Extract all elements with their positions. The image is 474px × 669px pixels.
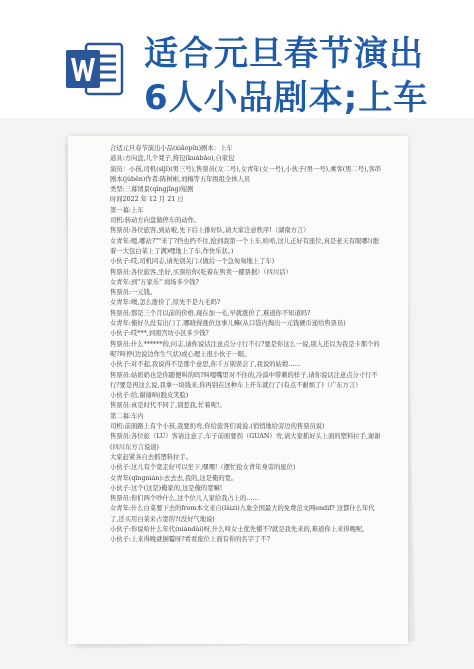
doc-line: 售票员:各位旅客,到站啦,先下后上排好队,请大家注意秩序!（湖南方言） [110, 227, 310, 235]
document-preview [68, 136, 408, 644]
doc-line: 售票员:你们两个吵什么,这个位儿人家给我占上的…… [110, 495, 259, 503]
doc-line: 售票员:姑奶奶也是你随便叫的吗?叫嗯嘴里对不住的,冷漠中带刺的样子,请你说话注意点分寸行不行?要是再这么说,我拿一块钱来,你再别在这种车上开车就行了(有点不耐烦了)（广东方言） [110, 371, 378, 389]
doc-line: 第一幕:上车 [110, 206, 144, 214]
word-document-icon [66, 38, 124, 100]
doc-line: 小伙子:对不起,我说得不是那个意思,你千万别误会了,我说的姑娘…… [110, 361, 301, 369]
doc-line: 大家赶紧各自去抓塑料拉手。 [110, 453, 192, 461]
doc-line: 司机:转动方向盘做停车的动作。 [110, 217, 201, 225]
doc-line: 合适元旦春节演出小品(xiǎopǐn)剧本：上车 [110, 145, 233, 152]
doc-line: 售票员:什么******的,问志,请你说话注意点分寸行不行?要是你这么一说,别人还以为我是卡那个的呢?叫停(边说边作生气状)或心理上很小伙子一眼。 [110, 340, 380, 358]
doc-line: 售票员:各位旅（LU）客请注意了,车子前面要拐（GUAN）弯,请大家抓好头上面的塑料拉手,谢谢(四川东方言说道) [110, 433, 381, 451]
doc-line: 司机:前面路上有个小孩,我要扔弯,你给旅客们说说.(悄悄地给旁边的售票员说) [110, 423, 325, 431]
doc-line: 女青年(qīngnián):去去去,我的,这是俺的宽。 [110, 474, 238, 482]
doc-line: 剧本(jùběn)作者:陈树彬,刘梅等五年级组全体人员 [110, 175, 251, 183]
doc-line: 小伙子:这个(这是)俺家的,这是俺的宽嘛! [110, 484, 223, 492]
doc-line: 道具:方向盘,几个凳子,挎包(kuàbāo),自家包 [110, 155, 235, 163]
doc-line: 小伙子:给,谢谢呐(脱皮笑脸) [110, 392, 189, 400]
doc-line: 小伙子:这儿有个宽走好可以坐下,嘿嘿!（摆忙抢女青年身旁的座位) [110, 464, 296, 472]
doc-line: 女青年:俺好久没有出门了,哪晓得涨价这事儿嘛(从口袋内掏出一元钱硬币递给售票员) [110, 320, 346, 328]
document-body [110, 144, 382, 546]
doc-line: 第二幕:车内 [110, 412, 144, 420]
doc-line: 女青年:到"万家乐" 商场多少钱? [110, 278, 199, 286]
doc-line: 售票员:各位旅客,坐好,买票给你(吃着在售卖一摞票据）（四川话） [110, 268, 292, 276]
doc-line: 女青年:什么白菜要下去的from本文来自(láizì)九象全国最大的免费范文网endif? 这都什么年代了,还买用白菜来占宽的?(没好气地说) [110, 505, 375, 523]
doc-line: 类型:三幕情景(qíngjǐng)短剧 [110, 186, 194, 194]
doc-line: 售票员:一元钱。 [110, 289, 157, 297]
doc-line: 时间2022 年 12 月 21 日 [110, 196, 184, 204]
doc-line: 售票员:真是时代不同了,别惹我,忙着呢!。 [110, 402, 226, 410]
page-title-line-2: 6人小品剧本;上车 [144, 78, 429, 118]
doc-line: 女青年:嗯,哪站?""来了?挡也挡不住,抢到我第一个上车,哈哈,这儿正好有座位,真是老天有眼哪!(抱着一大包白菜上了满)哩地上了车,作快乐状。) [110, 237, 379, 255]
doc-line: 小伙子:哎,司机同志,请先别关门.(做后一个急匆匆地上了车) [110, 258, 275, 266]
doc-line: 演员：小孩,司机(sījī)(男三号),售票员(女二号),女青年(女一号),小伙子(男一号),乘客(男二号),客串 [110, 165, 382, 173]
doc-line: 售票员:那是三个月以前的价格,现在加一毛,早就涨价了,难道你不知道吗? [110, 309, 311, 317]
page-header [0, 0, 474, 118]
doc-line: 小伙子:上来得晚就倒霉呀?看看座位上面有你的名字了不? [110, 536, 270, 544]
doc-line: 女青年:噢,怎么涨价了,原先不是九毛吗? [110, 299, 221, 307]
page-title-line-1: 适合元旦春节演出 [144, 34, 424, 74]
doc-line: 小伙子:哎***,到南宫坊小区多少钱? [110, 330, 209, 338]
doc-line: 小伙子:你说哈什么年代(niándài)呀,什么叫女士优先懂不?就是我先来的,难道你上来得晚呢。 [110, 525, 369, 533]
